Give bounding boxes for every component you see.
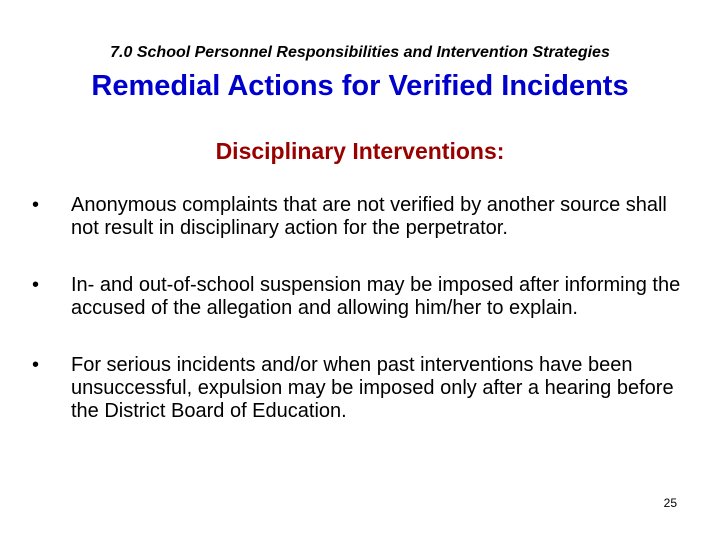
slide-title: Remedial Actions for Verified Incidents [91,70,629,102]
bullet-item [32,354,692,423]
bullet-text: For serious incidents and/or when past interventions have been unsuccessful, expulsion may be imposed only after a hearing before the District Board of Education. [71,354,674,422]
bullet-icon: • [32,194,40,216]
section-heading: 7.0 School Personnel Responsibilities and Intervention Strategies [110,44,610,61]
bullet-item [32,194,692,240]
bullet-icon: • [32,354,40,376]
page-number: 25 [663,496,677,510]
bullet-text: In- and out-of-school suspension may be imposed after informing the accused of the allegation and allowing him/her to explain. [71,274,681,319]
bullet-list [32,194,692,423]
bullet-text: Anonymous complaints that are not verified by another source shall not result in disciplinary action for the perpetrator. [71,194,667,239]
bullet-icon: • [32,274,40,296]
bullet-item [32,274,692,320]
slide-subtitle: Disciplinary Interventions: [215,138,505,164]
